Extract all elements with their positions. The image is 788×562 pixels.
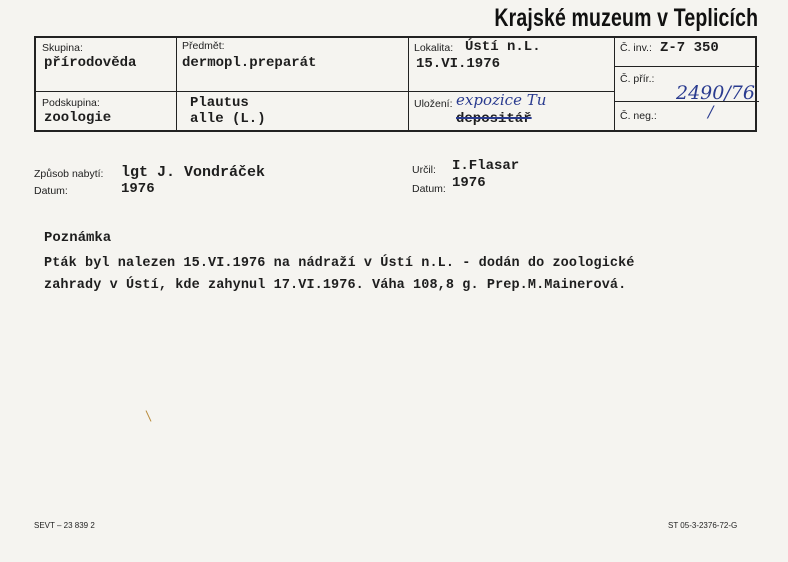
datum-label: Datum: [34, 185, 68, 197]
predmet-label: Předmět: [182, 40, 225, 52]
ulozeni-handwritten: expozice Tu [456, 91, 547, 109]
ulozeni-struck-value: depositář [456, 111, 532, 127]
urcil-label: Určil: [412, 164, 436, 176]
grid-divider [614, 66, 759, 67]
ulozeni-label: Uložení: [414, 98, 453, 110]
footer-right: ST 05-3-2376-72-G [668, 521, 738, 530]
catalog-grid [34, 36, 757, 132]
species-genus: Plautus [190, 95, 249, 111]
institution-title: Krajské muzeum v Teplicích [494, 4, 758, 32]
urcil-value: I.Flasar [452, 158, 520, 174]
note-line-1: Pták byl nalezen 15.VI.1976 na nádraží v Ústí n.L. - dodán do zoologické [44, 256, 635, 271]
lokalita-date: 15.VI.1976 [416, 56, 501, 72]
skupina-label: Skupina: [42, 42, 83, 54]
species-name: alle (L.) [190, 111, 266, 127]
pencil-mark [146, 410, 152, 421]
prir-label: Č. přír.: [620, 73, 655, 85]
grid-divider [614, 38, 615, 130]
grid-divider [408, 38, 409, 130]
note-line-2: zahrady v Ústí, kde zahynul 17.VI.1976. Váha 108,8 g. Prep.M.Mainerová. [44, 278, 627, 293]
grid-divider [176, 38, 177, 130]
skupina-value: přírodověda [44, 55, 137, 71]
neg-label: Č. neg.: [620, 110, 657, 122]
note-heading: Poznámka [44, 230, 112, 246]
footer-left: SEVT – 23 839 2 [34, 521, 95, 530]
neg-mark: / [708, 102, 714, 121]
zpusob-value: lgt J. Vondráček [121, 164, 266, 181]
podskupina-label: Podskupina: [42, 97, 100, 109]
lokalita-value: Ústí n.L. [465, 39, 541, 55]
prir-value: 2490/76 [676, 82, 755, 104]
urcil-datum-value: 1976 [452, 175, 486, 191]
datum-value: 1976 [121, 181, 155, 197]
predmet-value: dermopl.preparát [182, 55, 317, 71]
lokalita-label: Lokalita: [414, 42, 454, 54]
inv-value: Z-7 350 [660, 40, 719, 56]
podskupina-value: zoologie [44, 110, 112, 126]
urcil-datum-label: Datum: [412, 183, 446, 195]
zpusob-label: Způsob nabytí: [34, 168, 104, 180]
inv-label: Č. inv.: [620, 42, 652, 54]
